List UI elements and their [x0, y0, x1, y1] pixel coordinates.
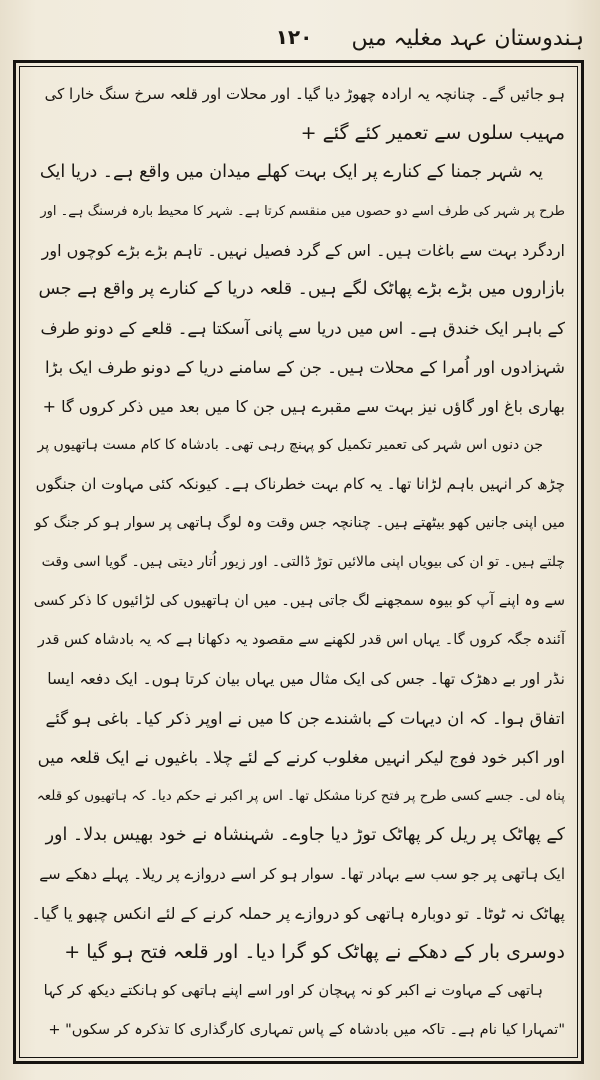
text-line: کے پھاٹک پر ریل کر پھاٹک توڑ دیا جاوے۔ شہنشاہ نے خود بھیس بدلا۔ اور	[45, 825, 565, 845]
running-title: ہندوستان عہد مغلیہ میں	[351, 26, 584, 51]
text-line: دوسری بار کے دھکے نے پھاٹک کو گرا دیا۔ اور قلعہ فتح ہو گیا +	[64, 941, 565, 963]
text-line: یہ شہر جمنا کے کنارے پر ایک بہت کھلے میدان میں واقع ہے۔ دریا ایک	[39, 162, 543, 182]
body-text	[32, 75, 565, 1045]
text-frame	[13, 60, 584, 1064]
text-line: بھاری باغ اور گاؤں نیز بہت سے مقبرے ہیں جن کا میں بعد میں ذکر کروں گا +	[42, 397, 565, 416]
text-line: اتفاق ہوا۔ کہ ان دیہات کے باشندے جن کا میں نے اوپر ذکر کیا۔ باغی ہو گئے	[45, 709, 565, 728]
page-header	[16, 22, 584, 58]
text-line: آئندہ جگہ کروں گا۔ یہاں اس قدر لکھنے سے مقصود یہ دکھانا ہے کہ یہ بادشاہ کس قدر	[37, 632, 565, 648]
text-line: "تمہارا کیا نام ہے۔ تاکہ میں بادشاہ کے پاس تمہاری کارگذاری کا تذکرہ کر سکوں" +	[48, 1022, 565, 1038]
text-line: مہیب سلوں سے تعمیر کئے گئے +	[300, 122, 565, 144]
text-line: اور اکبر خود فوج لیکر انہیں مغلوب کرنے کے لئے چلا۔ باغیوں نے ایک قلعہ میں	[37, 748, 565, 767]
text-line: طرح پر شہر کی طرف اسے دو حصوں میں منقسم کرتا ہے۔ شہر کا محیط بارہ فرسنگ ہے۔ اور	[40, 204, 565, 219]
text-line: نڈر اور بے دھڑک تھا۔ جس کی ایک مثال میں یہاں بیان کرتا ہوں۔ ایک دفعہ ایسا	[47, 670, 565, 688]
text-line: پھاٹک نہ ٹوٹا۔ تو دوبارہ ہاتھی کو دروازے پر حملہ کرنے کے لئے انکس چبھو یا گیا۔	[31, 904, 565, 923]
text-line: کے باہر ایک خندق ہے۔ اس میں دریا سے پانی آسکتا ہے۔ قلعے کے دونو طرف	[40, 319, 565, 338]
text-line: ہو جائیں گے۔ چنانچہ یہ ارادہ چھوڑ دیا گیا۔ اور محلات اور قلعہ سرخ سنگ خارا کی	[44, 85, 565, 103]
text-line: بازاروں میں بڑے بڑے پھاٹک لگے ہیں۔ قلعہ دریا کے کنارے پر واقع ہے جس	[38, 279, 565, 299]
page-number: ۱۲۰	[275, 25, 313, 49]
text-line: پناہ لی۔ جسے کسی طرح پر فتح کرنا مشکل تھا۔ اس پر اکبر نے حکم دیا۔ کہ ہاتھیوں کو قلعہ	[36, 788, 565, 804]
text-line: میں اپنی جانیں کھو بیٹھتے ہیں۔ چنانچہ جس وقت وہ لوگ ہاتھی پر سوار ہو کر جنگ کو	[34, 515, 565, 531]
text-line: چلتے ہیں۔ تو ان کی بیویاں اپنی مالائیں توڑ ڈالتی۔ اور زیور اُتار دیتی ہیں۔ گویا اسی وقت	[41, 554, 565, 570]
text-line: جن دنوں اس شہر کی تعمیر تکمیل کو پہنچ رہی تھی۔ بادشاہ کا کام مست ہاتھیوں پر	[37, 437, 543, 453]
text-line: اردگرد بہت سے باغات ہیں۔ اس کے گرد فصیل نہیں۔ تاہم بڑے بڑے کوچوں اور	[41, 241, 565, 260]
text-line: ایک ہاتھی پر جو سب سے بہادر تھا۔ سوار ہو کر اسے دروازے پر ریلا۔ پہلے دھکے سے	[39, 865, 565, 883]
text-line: ہاتھی کے مہاوت نے اکبر کو نہ پہچان کر اور اسے اپنے ہاتھی کو ہانکتے دیکھ کر کہا	[43, 983, 543, 999]
text-line: سے وہ اپنے آپ کو بیوہ سمجھنے لگ جاتی ہیں۔ میں ان ہاتھیوں کی لڑائیوں کا ذکر کسی	[33, 593, 565, 609]
text-line: شہزادوں اور اُمرا کے محلات ہیں۔ جن کے سامنے دریا کے دونو طرف ایک بڑا	[44, 358, 565, 377]
text-line: چڑھ کر انہیں باہم لڑانا تھا۔ یہ کام بہت خطرناک ہے۔ کیونکہ کئی مہاوت ان جنگوں	[35, 475, 565, 493]
